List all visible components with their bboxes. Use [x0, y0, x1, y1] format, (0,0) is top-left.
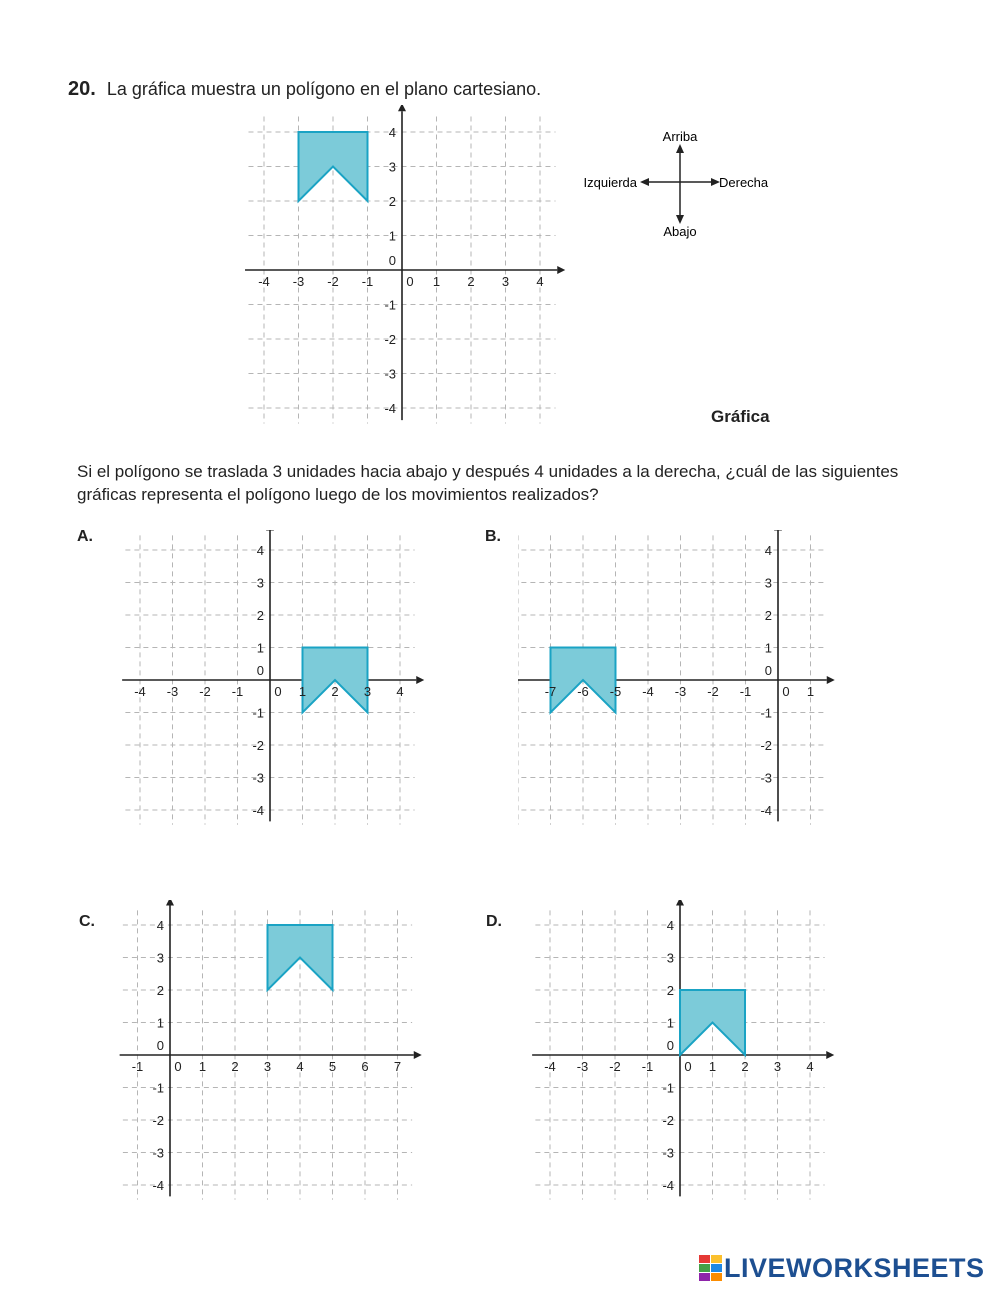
question-text: La gráfica muestra un polígono en el plano cartesiano. — [106, 79, 542, 99]
y-tick-label: 1 — [156, 1015, 164, 1031]
x-tick-label: -4 — [642, 684, 654, 699]
y-tick-label: -1 — [760, 705, 772, 721]
x-tick-label: -2 — [707, 684, 719, 699]
x-tick-label: 0 — [174, 1059, 182, 1074]
compass-left-label: Izquierda — [583, 175, 637, 190]
option-d-label[interactable]: D. — [486, 913, 502, 930]
x-tick-label: 4 — [806, 1059, 814, 1074]
y-tick-label: -2 — [152, 1113, 164, 1128]
liveworksheets-logo[interactable] — [698, 1253, 985, 1283]
x-tick-label: -1 — [739, 684, 752, 699]
option-d-graph[interactable] — [518, 900, 843, 1205]
x-tick-label: 3 — [773, 1059, 782, 1074]
y-tick-label: -1 — [662, 1080, 674, 1096]
option-c-graph[interactable] — [112, 900, 437, 1205]
question-prompt: Si el polígono se traslada 3 unidades hacia abajo y después 4 unidades a la derecha, ¿cuál de las siguientes gráficas representa el polígono luego de los movimientos realizados? — [77, 462, 899, 504]
option-a-graph[interactable] — [112, 530, 437, 830]
option-b-label[interactable]: B. — [485, 528, 501, 545]
y-tick-label: -2 — [384, 332, 396, 347]
x-tick-label: -3 — [674, 684, 687, 699]
y-tick-label: 3 — [256, 575, 264, 591]
y-tick-label: 4 — [388, 125, 396, 140]
y-tick-label: 4 — [666, 918, 674, 933]
y-tick-label: 0 — [666, 1038, 674, 1053]
compass-up-label: Arriba — [662, 129, 698, 144]
option-c-label[interactable]: C. — [79, 913, 95, 930]
x-tick-label: 2 — [741, 1059, 749, 1074]
x-tick-label: -4 — [258, 274, 270, 289]
x-tick-label: -3 — [576, 1059, 589, 1074]
x-tick-label: 0 — [274, 684, 282, 699]
y-tick-label: 4 — [156, 918, 164, 933]
y-tick-label: 0 — [256, 663, 264, 678]
polygon-shape — [680, 990, 745, 1055]
y-axis-arrow-icon — [774, 530, 782, 531]
x-tick-label: -2 — [199, 684, 211, 699]
y-tick-label: -4 — [760, 803, 772, 818]
logo-blocks-icon — [698, 1254, 724, 1282]
x-tick-label: 2 — [231, 1059, 239, 1074]
y-tick-label: -3 — [252, 770, 264, 786]
y-tick-label: 1 — [666, 1015, 674, 1031]
x-axis-arrow-icon — [416, 676, 424, 684]
y-tick-label: -1 — [252, 705, 264, 721]
x-tick-label: -4 — [134, 684, 146, 699]
x-tick-label: 1 — [708, 1059, 717, 1074]
x-tick-label: 1 — [432, 274, 441, 289]
y-tick-label: -4 — [384, 401, 396, 416]
x-tick-label: -3 — [166, 684, 179, 699]
x-tick-label: 4 — [296, 1059, 304, 1074]
option-b-graph[interactable] — [518, 530, 843, 830]
y-tick-label: 3 — [388, 159, 396, 175]
x-tick-label: 6 — [361, 1059, 369, 1074]
x-tick-label: 2 — [331, 684, 339, 699]
y-axis-arrow-icon — [166, 900, 174, 906]
arrow-up-icon — [676, 144, 684, 153]
y-tick-label: 3 — [666, 950, 674, 966]
compass-down-label: Abajo — [663, 224, 697, 239]
x-tick-label: 0 — [782, 684, 790, 699]
x-tick-label: 4 — [396, 684, 404, 699]
x-axis-arrow-icon — [414, 1051, 422, 1059]
y-tick-label: -3 — [152, 1145, 164, 1161]
x-tick-label: -4 — [544, 1059, 556, 1074]
x-axis-arrow-icon — [827, 676, 835, 684]
y-tick-label: 0 — [764, 663, 772, 678]
polygon-shape — [303, 648, 368, 713]
y-tick-label: 2 — [156, 983, 164, 998]
y-tick-label: 1 — [256, 640, 264, 656]
x-tick-label: 0 — [406, 274, 414, 289]
question-title — [68, 78, 541, 101]
y-tick-label: 2 — [256, 608, 264, 623]
x-tick-label: -2 — [609, 1059, 621, 1074]
polygon-shape — [268, 925, 333, 990]
x-tick-label: -7 — [544, 684, 557, 699]
original-graph — [240, 105, 575, 435]
y-tick-label: -4 — [152, 1178, 164, 1193]
x-axis-arrow-icon — [826, 1051, 834, 1059]
y-tick-label: -4 — [252, 803, 264, 818]
y-axis-arrow-icon — [398, 105, 406, 111]
y-axis-arrow-icon — [676, 900, 684, 906]
x-tick-label: -6 — [577, 684, 589, 699]
x-tick-label: 1 — [298, 684, 307, 699]
y-tick-label: 2 — [764, 608, 772, 623]
y-tick-label: 4 — [256, 543, 264, 558]
x-tick-label: 0 — [684, 1059, 692, 1074]
y-tick-label: -1 — [384, 297, 396, 313]
y-tick-label: 1 — [764, 640, 772, 656]
x-tick-label: -5 — [609, 684, 622, 699]
arrow-down-icon — [676, 215, 684, 224]
x-tick-label: -1 — [361, 274, 374, 289]
y-tick-label: 0 — [388, 253, 396, 268]
x-axis-arrow-icon — [557, 266, 565, 274]
y-tick-label: -2 — [252, 738, 264, 753]
y-tick-label: 0 — [156, 1038, 164, 1053]
x-tick-label: -1 — [131, 1059, 144, 1074]
x-tick-label: 1 — [198, 1059, 207, 1074]
x-tick-label: 5 — [328, 1059, 337, 1074]
y-tick-label: -1 — [152, 1080, 164, 1096]
logo-text: LIVEWORKSHEETS — [724, 1252, 985, 1283]
x-tick-label: 3 — [363, 684, 372, 699]
y-tick-label: -4 — [662, 1178, 674, 1193]
x-tick-label: 1 — [806, 684, 815, 699]
question-number: 20. — [68, 78, 96, 100]
x-tick-label: -1 — [641, 1059, 654, 1074]
polygon-shape — [551, 648, 616, 713]
y-tick-label: -3 — [662, 1145, 674, 1161]
x-tick-label: 3 — [501, 274, 510, 289]
y-tick-label: -3 — [760, 770, 772, 786]
y-tick-label: 3 — [156, 950, 164, 966]
x-tick-label: 3 — [263, 1059, 272, 1074]
x-tick-label: -2 — [327, 274, 339, 289]
option-a-label[interactable]: A. — [77, 528, 93, 545]
y-tick-label: 2 — [666, 983, 674, 998]
x-tick-label: -3 — [292, 274, 305, 289]
x-tick-label: 4 — [536, 274, 544, 289]
direction-compass — [570, 120, 800, 250]
y-axis-arrow-icon — [266, 530, 274, 531]
arrow-left-icon — [640, 178, 649, 186]
y-tick-label: -2 — [760, 738, 772, 753]
compass-right-label: Derecha — [719, 175, 769, 190]
y-tick-label: 4 — [764, 543, 772, 558]
x-tick-label: 7 — [393, 1059, 402, 1074]
y-tick-label: 3 — [764, 575, 772, 591]
y-tick-label: 2 — [388, 194, 396, 209]
x-tick-label: -1 — [231, 684, 244, 699]
x-tick-label: 2 — [467, 274, 475, 289]
y-tick-label: 1 — [388, 228, 396, 244]
y-tick-label: -2 — [662, 1113, 674, 1128]
y-tick-label: -3 — [384, 366, 396, 382]
graph-caption: Gráfica — [711, 407, 770, 426]
